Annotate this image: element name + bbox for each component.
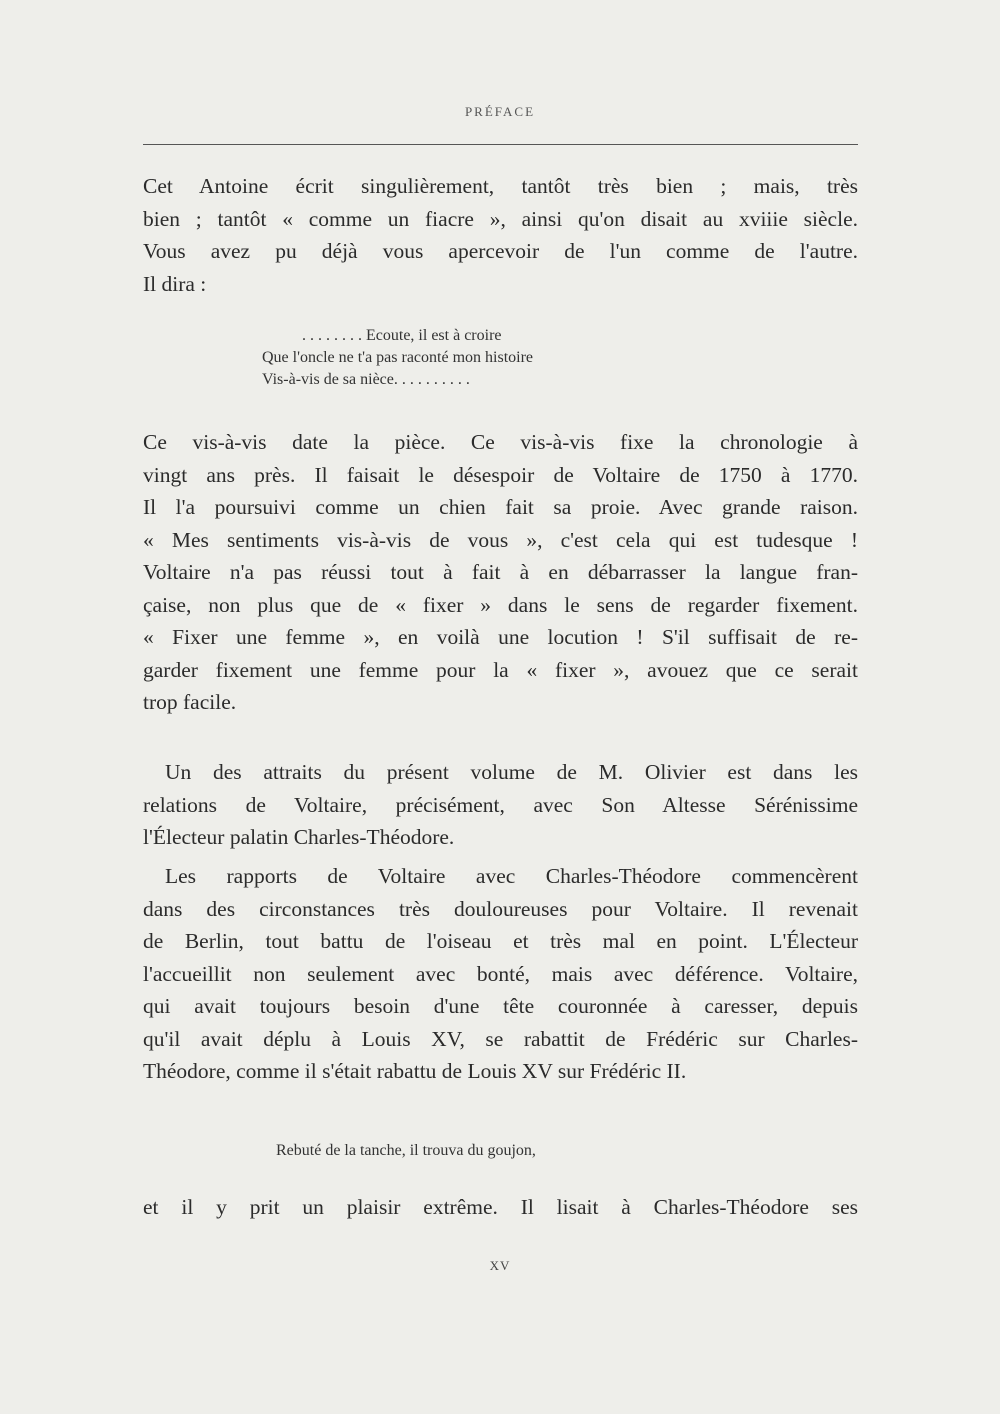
text-line: dans des circonstances très douloureuses pour Voltaire. Il revenait [143,896,858,921]
text-line: Cet Antoine écrit singulièrement, tantôt très bien ; mais, très [143,174,858,198]
text-line: Il dira : [143,271,207,296]
paragraph-1 [143,170,858,300]
text-line: qui avait toujours besoin d'une tête couronnée à caresser, depuis [143,994,858,1018]
paragraph-5 [143,1191,858,1224]
text-line: trop facile. [143,690,237,714]
text-line: relations de Voltaire, précisément, avec Son Altesse Sérénissime [143,792,858,817]
text-line: Un des attraits du présent volume de M. Olivier est dans les [165,760,858,784]
paragraph-3 [143,756,858,854]
text-line: garder fixement une femme pour la « fixer », avouez que ce serait [143,657,858,682]
text-line: de Berlin, tout battu de l'oiseau et très mal en point. L'Électeur [143,929,858,953]
text-line: bien ; tantôt « comme un fiacre », ainsi qu'on disait au xviiie siècle. [143,206,858,231]
text-line: « Mes sentiments vis-à-vis de vous », c'est cela qui est tudesque ! [143,527,858,552]
text-line: qu'il avait déplu à Louis XV, se rabattit de Frédéric sur Charles- [143,1026,858,1051]
text-line: çaise, non plus que de « fixer » dans le sens de regarder fixement. [143,592,858,617]
verse-quote-2 [276,1140,536,1162]
verse-line: Que l'oncle ne t'a pas raconté mon histoire [262,349,534,366]
verse-quote-1 [262,325,533,391]
text-line: Ce vis-à-vis date la pièce. Ce vis-à-vis fixe la chronologie à [143,430,858,454]
text-line: « Fixer une femme », en voilà une locution ! S'il suffisait de re- [143,625,858,649]
verse-line: Vis-à-vis de sa nièce. . . . . . . . . . [262,371,470,388]
text-line: Il l'a poursuivi comme un chien fait sa proie. Avec grande raison. [143,495,858,519]
text-line: vingt ans près. Il faisait le désespoir de Voltaire de 1750 à 1770. [143,462,858,487]
header-rule [143,144,858,145]
text-line: l'Électeur palatin Charles-Théodore. [143,825,455,849]
paragraph-2 [143,426,858,719]
text-line: et il y prit un plaisir extrême. Il lisait à Charles-Théodore ses [143,1195,858,1219]
page-number: XV [489,1258,511,1273]
text-line: l'accueillit non seulement avec bonté, mais avec déférence. Voltaire, [143,961,858,986]
paragraph-4 [143,860,858,1088]
text-line: Vous avez pu déjà vous apercevoir de l'un comme de l'autre. [143,239,858,263]
running-header: PRÉFACE [464,104,536,119]
text-line: Voltaire n'a pas réussi tout à fait à en débarrasser la langue fran- [143,560,858,584]
text-line: Théodore, comme il s'était rabattu de Louis XV sur Frédéric II. [143,1059,687,1083]
verse-line: Rebuté de la tanche, il trouva du goujon, [276,1142,536,1159]
text-line: Les rapports de Voltaire avec Charles-Théodore commencèrent [165,864,858,888]
verse-line: . . . . . . . . Ecoute, il est à croire [302,327,502,344]
